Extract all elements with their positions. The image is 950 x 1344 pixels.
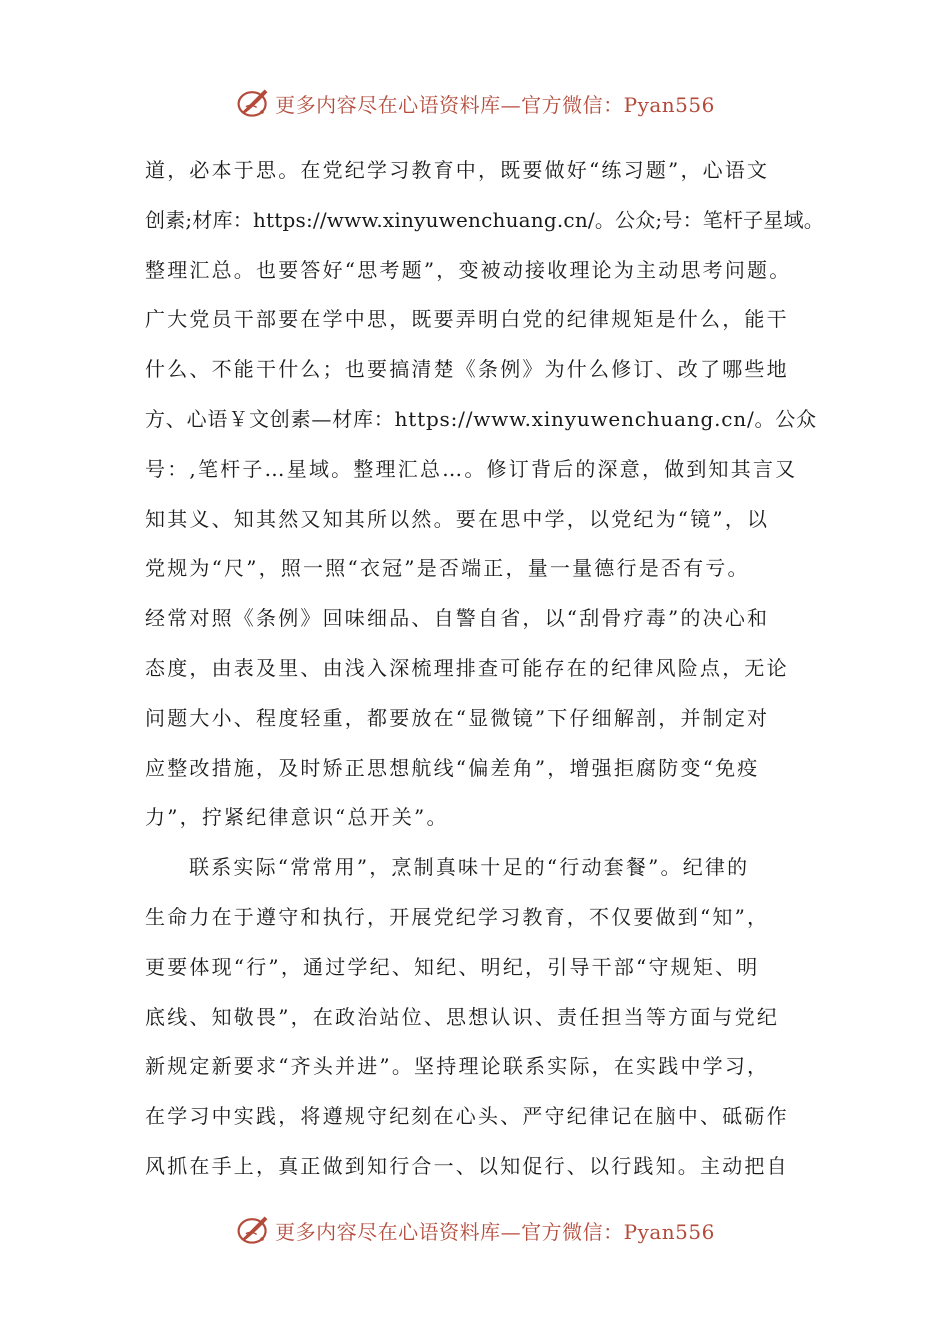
text-line: 更要体现“行”，通过学纪、知纪、明纪，引导干部“守规矩、明: [145, 954, 760, 979]
text-line: 道，必本于思。在党纪学习教育中，既要做好“练习题”，心语文: [145, 158, 770, 182]
pen-logo-icon: [235, 85, 271, 121]
text-line: 力”，拧紧纪律意识“总开关”。: [145, 805, 449, 830]
text-line: 创素;材库：https://www.xinyuwenchuang.cn/。公众;号：笔杆子星域。: [145, 207, 824, 232]
text-line: 联系实际“常常用”，烹制真味十足的“行动套餐”。纪律的: [189, 855, 750, 880]
text-line: 底线、知敬畏”，在政治站位、思想认识、责任担当等方面与党纪: [145, 1004, 780, 1029]
text-line: 风抓在手上，真正做到知行合一、以知促行、以行践知。主动把自: [145, 1153, 789, 1178]
text-line: 态度，由表及里、由浅入深梳理排查可能存在的纪律风险点，无论: [145, 655, 789, 680]
banner-text: 更多内容尽在心语资料库—官方微信：Pyan556: [275, 92, 715, 117]
footer-banner: [0, 1207, 950, 1253]
header-banner: [0, 80, 950, 126]
text-line: 广大党员干部要在学中思，既要弄明白党的纪律规矩是什么，能干: [145, 307, 789, 332]
text-line: 生命力在于遵守和执行，开展党纪学习教育，不仅要做到“知”，: [145, 904, 770, 929]
text-line: 党规为“尺”，照一照“衣冠”是否端正，量一量德行是否有亏。: [145, 556, 750, 581]
text-line: 方、心语￥文创素—材库：https://www.xinyuwenchuang.cn/。公众: [145, 406, 817, 431]
text-line: 在学习中实践，将遵规守纪刻在心头、严守纪律记在脑中、砥砺作: [145, 1104, 789, 1129]
banner-text: 更多内容尽在心语资料库—官方微信：Pyan556: [275, 1219, 715, 1244]
text-line: 新规定新要求“齐头并进”。坚持理论联系实际，在实践中学习，: [145, 1054, 770, 1079]
text-line: 问题大小、程度轻重，都要放在“显微镜”下仔细解剖，并制定对: [145, 705, 770, 730]
pen-logo-icon: [235, 1212, 271, 1248]
text-line: 知其义、知其然又知其所以然。要在思中学，以党纪为“镜”，以: [145, 506, 770, 531]
text-line: 号：,笔杆子…星域。整理汇总…。修订背后的深意，做到知其言又: [145, 456, 798, 481]
text-line: 整理汇总。也要答好“思考题”，变被动接收理论为主动思考问题。: [145, 257, 792, 282]
text-line: 经常对照《条例》回味细品、自警自省，以“刮骨疗毒”的决心和: [145, 606, 770, 631]
text-line: 应整改措施，及时矫正思想航线“偏差角”，增强拒腐防变“免疫: [145, 755, 760, 780]
document-body: [145, 146, 825, 1192]
text-line: 什么、不能干什么；也要搞清楚《条例》为什么修订、改了哪些地: [145, 357, 789, 382]
